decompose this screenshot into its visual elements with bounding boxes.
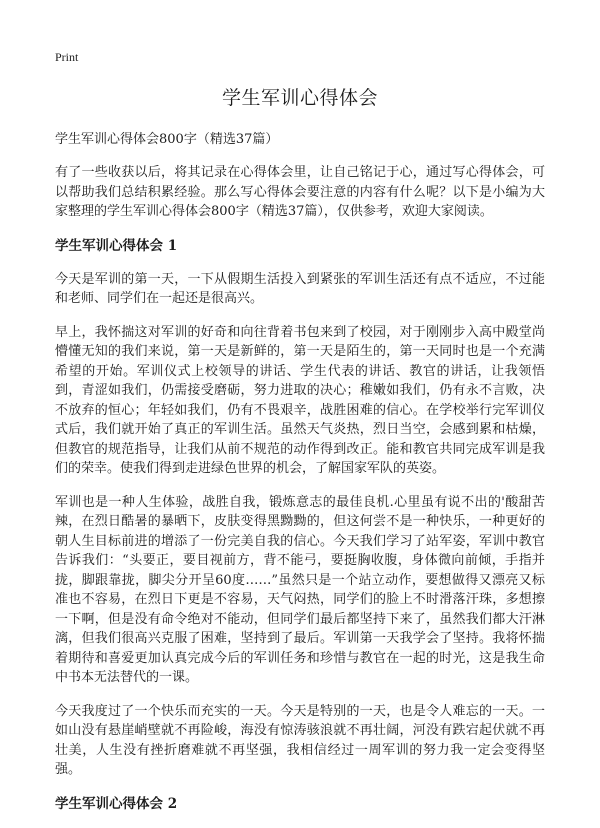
intro-paragraph: 有了一些收获以后，将其记录在心得体会里，让自己铭记于心，通过写心得体会，可以帮助我们总结积累经验。那么写心得体会要注意的内容有什么呢？以下是小编为大家整理的学生军训心得体会800字（精选37篇），仅供参考，欢迎大家阅读。 [55,165,545,219]
section-1-paragraph-4: 今天我度过了一个快乐而充实的一天。今天是特别的一天，也是令人难忘的一天。一如山没有悬崖峭壁就不再险峻，海没有惊涛骇浪就不再壮阔，河没有跌宕起伏就不再壮美，人生没有挫折磨难就不再坚强，我相信经过一周军训的努力我一定会变得坚强。 [55,703,545,777]
document-subtitle: 学生军训心得体会800字（精选37篇） [55,132,279,147]
section-1-paragraph-2: 早上，我怀揣这对军训的好奇和向往背着书包来到了校园，对于刚刚步入高中殿堂尚懵懂无知的我们来说，第一天是新鲜的，第一天是陌生的，第一天同时也是一个充满希望的开始。军训仪式上校领导的讲话、学生代表的讲话、教官的讲话，让我领悟到，青涩如我们，仍需接受磨砺，努力进取的决心；稚嫩如我们，仍有永不言败，决不放弃的恒心；年轻如我们，仍有不畏艰辛，战胜困难的信心。在学校举行完军训仪式后，我们就开始了真正的军训生活。虽然天气炎热，烈日当空，会感到累和枯燥，但教官的规范指导，让我们从前不规范的动作得到改正。能和教官共同完成军训是我们的荣幸。使我们得到走进绿色世界的机会，了解国家军队的英姿。 [55,324,545,476]
page-title: 学生军训心得体会 [221,87,378,109]
print-link[interactable]: Print [55,50,79,64]
section-1-paragraph-1: 今天是军训的第一天，一下从假期生活投入到紧张的军训生活还有点不适应，不过能和老师、同学们在一起还是很高兴。 [55,271,545,306]
section-heading-2: 学生军训心得体会 2 [55,795,178,812]
section-heading-1: 学生军训心得体会 1 [55,237,178,254]
section-1-paragraph-3: 军训也是一种人生体验，战胜自我，锻炼意志的最佳良机.心里虽有说不出的'酸甜苦辣，在烈日酷暑的暴晒下，皮肤变得黑黝黝的，但这何尝不是一种快乐，一种更好的朝人生目标前进的增添了一份完美自我的信心。今天我们学习了站军姿，军训中教官告诉我们：“头要正，要目视前方，背不能弓，要挺胸收腹，身体微向前倾，手指并拢，脚跟靠拢，脚尖分开呈60度……”虽然只是一个站立动作，要想做得又漂亮又标准也不容易，在烈日下更是不容易，天气闷热，同学们的脸上不时滑落汗珠，多想擦一下啊，但是没有命令绝对不能动，但同学们最后都坚持下来了，虽然我们都大汗淋漓，但我们很高兴克服了困难，坚持到了最后。军训第一天我学会了坚持。我将怀揣着期待和喜爱更加认真完成今后的军训任务和珍惜与教官在一起的时光，这是我生命中书本无法替代的一课。 [55,494,545,685]
